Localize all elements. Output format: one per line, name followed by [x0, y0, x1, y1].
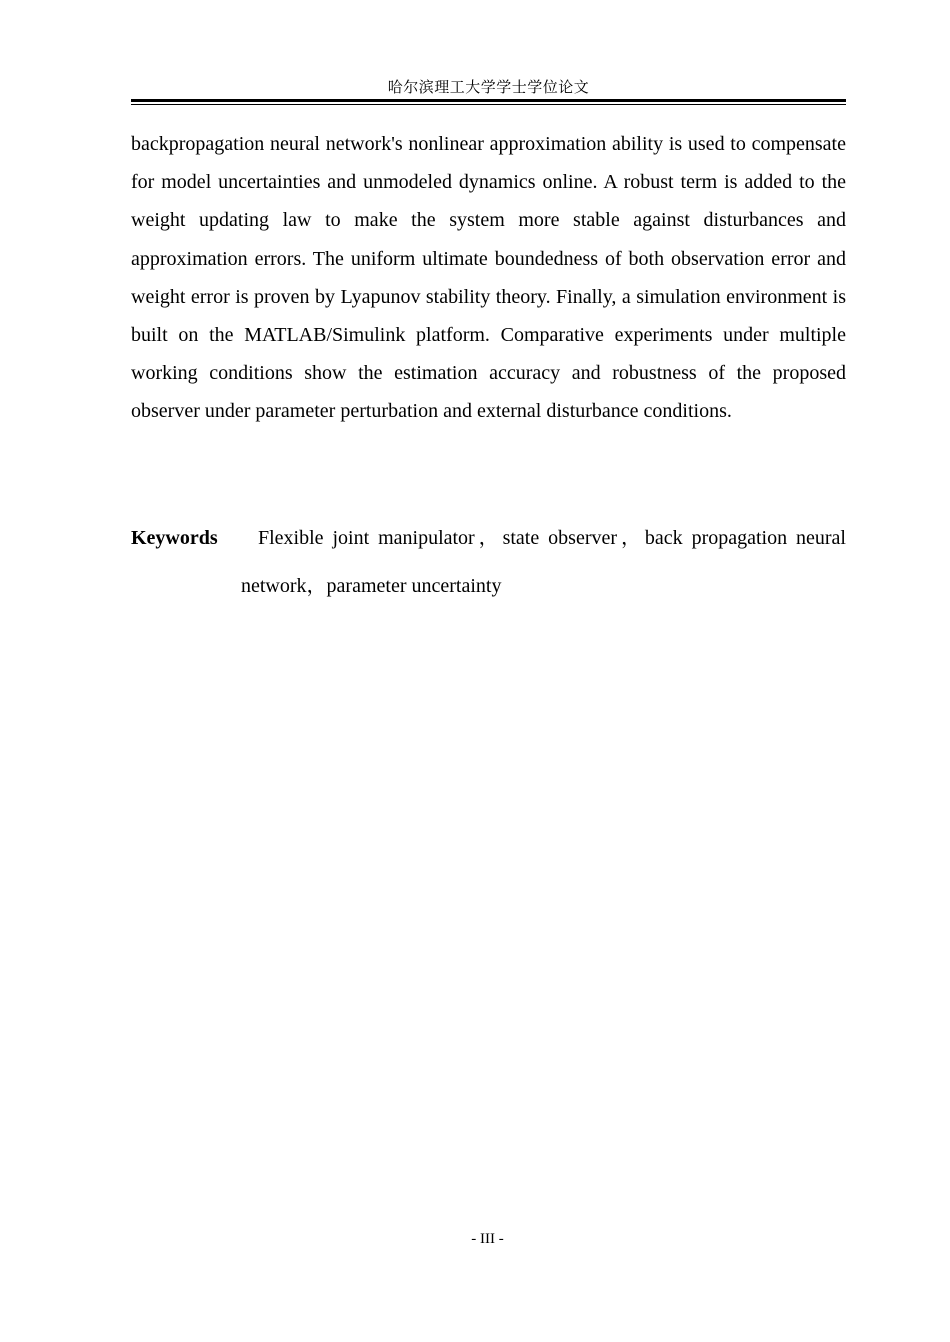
page-number: - III - [471, 1231, 504, 1247]
page-header-title: 哈尔滨理工大学学士学位论文 [387, 80, 590, 96]
keywords-text: Flexible joint manipulator，state observer，back propagation neural network，parameter uncertainty [241, 527, 846, 597]
keywords-block [131, 514, 846, 610]
abstract-paragraph: backpropagation neural network's nonlinear approximation ability is used to compensate for model uncertainties and unmodeled dynamics online. A robust term is added to the weight updating law to make the system more stable against disturbances and approximation errors. The uniform ultimate boundedness of both observation error and weight error is proven by Lyapunov stability theory. Finally, a simulation environment is built on the MATLAB/Simulink platform. Comparative experiments under multiple working conditions show the estimation accuracy and robustness of the proposed observer under parameter perturbation and external disturbance conditions. [131, 133, 846, 423]
keywords-label: Keywords [131, 527, 218, 549]
header-rule-thick [131, 99, 846, 102]
header-rule-thin [131, 104, 846, 105]
